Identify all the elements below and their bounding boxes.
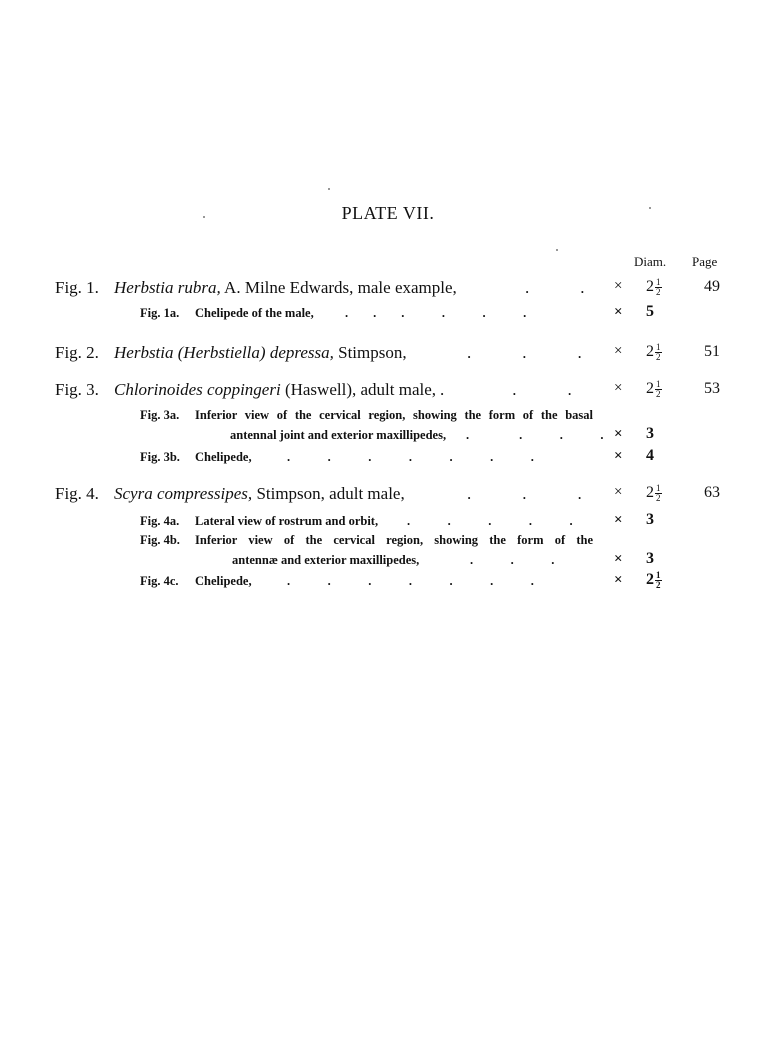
figure-description	[114, 484, 405, 504]
figure-label: Fig. 3b.	[140, 450, 180, 464]
figure-description: Chelipede of the male,	[195, 306, 314, 320]
leader-dots: . . .	[467, 484, 582, 503]
leader-dots: . . . .	[466, 428, 604, 442]
figure-description: Chelipede,	[195, 450, 252, 464]
figure-description: Lateral view of rostrum and orbit,	[195, 514, 379, 528]
magnification: 2 $\frac{1}{2}$	[646, 483, 661, 503]
page-number: 53	[704, 380, 720, 397]
times-sign: ×	[614, 278, 623, 294]
species-name: Herbstia rubra,	[114, 278, 221, 297]
plate-title: PLATE VII.	[341, 203, 435, 223]
figure-label: Fig. 4c.	[140, 574, 179, 588]
magnification: 2 $\frac{1}{2}$	[646, 277, 661, 297]
scan-speck	[328, 188, 330, 190]
figure-label: Fig. 4b.	[140, 533, 180, 547]
leader-dots: . .	[525, 278, 585, 297]
leader-dots: . . .	[467, 343, 582, 362]
figure-label: Fig. 2.	[55, 343, 99, 362]
description-text: Stimpson, adult male,	[252, 484, 405, 503]
times-sign: ×	[614, 448, 623, 464]
page-number: 51	[704, 343, 720, 360]
leader-dots: . . . . . . .	[287, 450, 534, 464]
figure-description-line: Inferior view of the cervical region, showing the form of the basal	[195, 408, 593, 422]
figure-description	[114, 343, 407, 363]
figure-description	[114, 278, 457, 298]
description-text: (Haswell), adult male,	[280, 380, 437, 399]
magnification: 4	[646, 447, 654, 464]
leader-dots: . . . . .	[407, 514, 573, 528]
magnification: 5	[646, 303, 654, 320]
magnification: 3	[646, 550, 654, 567]
diam-column-header: Diam.	[634, 254, 667, 269]
page-column-header: Page	[692, 254, 718, 269]
figure-label: Fig. 4.	[55, 484, 99, 503]
page-number: 49	[704, 278, 720, 295]
times-sign: ×	[614, 343, 623, 359]
scan-speck	[556, 249, 558, 251]
times-sign: ×	[614, 380, 623, 396]
figure-description: Chelipede,	[195, 574, 252, 588]
figure-description-line: Inferior view of the cervical region, showing the form of the	[195, 533, 593, 547]
times-sign: ×	[614, 572, 623, 588]
times-sign: ×	[614, 484, 623, 500]
figure-description-line: antennal joint and exterior maxillipedes,	[230, 428, 447, 442]
figure-label: Fig. 3a.	[140, 408, 180, 422]
figure-description-line: antennæ and exterior maxillipedes,	[232, 553, 420, 567]
times-sign: ×	[614, 426, 623, 442]
figure-description	[114, 380, 436, 400]
magnification: 2 $\frac{1}{2}$	[646, 342, 661, 362]
magnification: 2 $\frac{1}{2}$	[646, 570, 661, 590]
magnification: 2 $\frac{1}{2}$	[646, 379, 661, 399]
description-text: Stimpson,	[333, 343, 407, 362]
leader-dots: . . . . . . .	[287, 574, 534, 588]
magnification: 3	[646, 425, 654, 442]
species-name: Herbstia (Herbstiella) depressa,	[114, 343, 334, 362]
leader-dots: . . .	[470, 553, 555, 567]
times-sign: ×	[614, 512, 623, 528]
page-number: 63	[704, 484, 720, 501]
times-sign: ×	[614, 304, 623, 320]
figure-label: Fig. 1a.	[140, 306, 180, 320]
species-name: Chlorinoides coppingeri	[114, 380, 281, 399]
magnification: 3	[646, 511, 654, 528]
figure-label: Fig. 1.	[55, 278, 99, 297]
leader-dots: . . .	[440, 380, 572, 399]
figure-label: Fig. 4a.	[140, 514, 180, 528]
description-text: A. Milne Edwards, male example,	[220, 278, 457, 297]
times-sign: ×	[614, 551, 623, 567]
species-name: Scyra compressipes,	[114, 484, 253, 503]
leader-dots: . . . . . .	[345, 306, 527, 320]
figure-label: Fig. 3.	[55, 380, 99, 399]
